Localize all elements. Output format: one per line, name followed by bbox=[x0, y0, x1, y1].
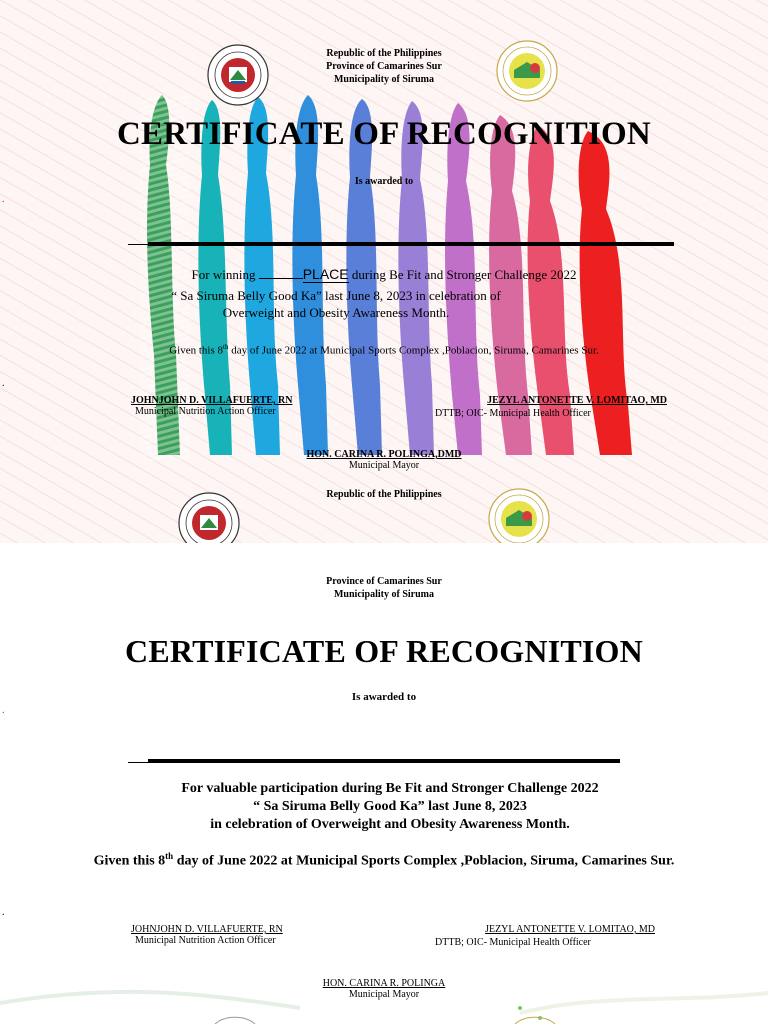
header-republic: Republic of the Philippines bbox=[326, 48, 442, 59]
given-prefix: Given this 8 bbox=[169, 344, 224, 357]
body-block-2 bbox=[0, 780, 768, 834]
footer-republic: Republic of the Philippines bbox=[326, 489, 442, 500]
given-line-2 bbox=[0, 851, 768, 870]
signatory-mayor bbox=[0, 449, 768, 471]
signatory-left-title-2: Municipal Nutrition Action Officer bbox=[135, 935, 276, 946]
header-municipality: Municipality of Siruma bbox=[333, 74, 434, 85]
certificate-title-2: CERTIFICATE OF RECOGNITION bbox=[125, 633, 643, 669]
given-line bbox=[0, 343, 768, 357]
margin-mark: . bbox=[2, 194, 5, 205]
body2-line-2: “ Sa Siruma Belly Good Ka” last June 8, 2023 bbox=[253, 799, 527, 814]
mayor-title: Municipal Mayor bbox=[348, 460, 420, 471]
given2-prefix: Given this 8 bbox=[93, 853, 166, 869]
header-municipality-2: Municipality of Siruma bbox=[333, 589, 434, 600]
given-sup: th bbox=[223, 343, 229, 351]
certificate-title: CERTIFICATE OF RECOGNITION bbox=[117, 116, 651, 152]
body-line-1 bbox=[0, 266, 768, 283]
health-office-seal-2 bbox=[488, 488, 550, 543]
awarded-label-2: Is awarded to bbox=[351, 691, 417, 703]
name-line-short-2 bbox=[128, 762, 148, 763]
body-prefix: For winning bbox=[191, 267, 256, 282]
body2-line-3: in celebration of Overweight and Obesity Awareness Month. bbox=[210, 817, 570, 832]
header-province-2: Province of Camarines Sur bbox=[326, 576, 442, 587]
signatory-right-title-2: DTTB; OIC- Municipal Health Officer bbox=[435, 937, 591, 948]
awarded-label: Is awarded to bbox=[354, 176, 414, 187]
body2-line-1: For valuable participation during Be Fit and Stronger Challenge 2022 bbox=[181, 781, 599, 796]
given2-sup: th bbox=[165, 851, 174, 861]
body-suffix: during Be Fit and Stronger Challenge 2022 bbox=[351, 267, 577, 282]
mayor-name-2: HON. CARINA R. POLINGA bbox=[322, 978, 446, 989]
given2-suffix: day of June 2022 at Municipal Sports Complex ,Poblacion, Siruma, Camarines Sur. bbox=[173, 853, 675, 869]
body-line-3: Overweight and Obesity Awareness Month. bbox=[222, 305, 450, 320]
signatory-left-title: Municipal Nutrition Action Officer bbox=[135, 406, 276, 417]
certificate-page-2 bbox=[0, 543, 768, 1024]
signatory-right-name-2: JEZYL ANTONETTE V. LOMITAO, MD bbox=[485, 924, 655, 935]
recipient-name-line-2 bbox=[148, 759, 620, 763]
signatory-right-title: DTTB; OIC- Municipal Health Officer bbox=[435, 408, 591, 419]
given-suffix: day of June 2022 at Municipal Sports Complex ,Poblacion, Siruma, Camarines Sur. bbox=[228, 344, 599, 357]
margin-mark-2: . bbox=[2, 378, 5, 389]
margin-mark-3: . bbox=[2, 705, 5, 716]
place-blank bbox=[259, 278, 303, 279]
signatory-left-name: JOHNJOHN D. VILLAFUERTE, RN bbox=[131, 395, 293, 406]
header-province: Province of Camarines Sur bbox=[326, 61, 442, 72]
signatory-left-name-2: JOHNJOHN D. VILLAFUERTE, RN bbox=[131, 924, 283, 935]
bottom-decoration bbox=[0, 963, 768, 1024]
mayor-name: HON. CARINA R. POLINGA,DMD bbox=[306, 449, 462, 460]
recipient-name-line bbox=[148, 242, 674, 246]
name-line-short bbox=[128, 244, 148, 245]
header-block bbox=[0, 47, 768, 86]
signatory-right-2 bbox=[435, 924, 655, 935]
body-line-2: “ Sa Siruma Belly Good Ka” last June 8, 2023 in celebration of bbox=[171, 288, 501, 303]
header-block-2 bbox=[0, 575, 768, 601]
mayor-title-2: Municipal Mayor bbox=[348, 989, 420, 1000]
signatory-right bbox=[435, 395, 667, 406]
municipality-seal-2 bbox=[178, 492, 240, 543]
signatory-right-name: JEZYL ANTONETTE V. LOMITAO, MD bbox=[487, 395, 667, 406]
margin-mark-4: . bbox=[2, 907, 5, 918]
signatory-left-2 bbox=[131, 924, 283, 946]
signatory-left bbox=[131, 395, 292, 417]
place-label: PLACE bbox=[302, 266, 349, 282]
